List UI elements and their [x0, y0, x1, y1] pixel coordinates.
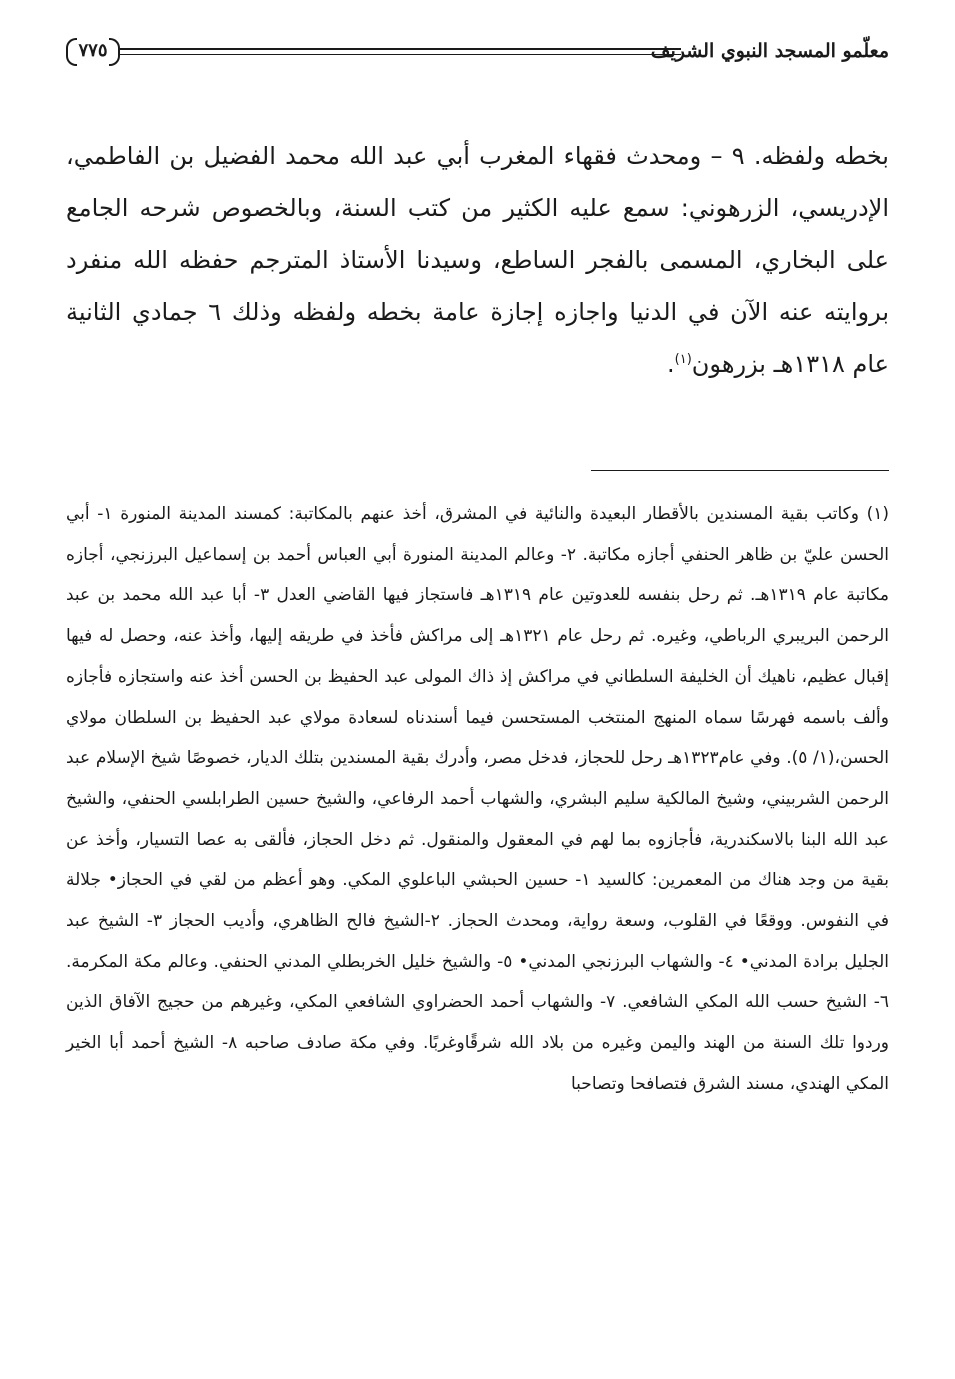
footnote-text: (١) وكاتب بقية المسندين بالأقطار البعيدة والنائية في المشرق، أخذ عنهم بالمكاتبة: كمسند المدينة المنورة ١- أبي الحسن عليّ بن ظاهر الحنفي أجازه مكاتبة. ٢- وعالم المدينة المنورة أبي العباس أحمد بن إسماعيل البرزنجي، أجازه مكاتبة عام ١٣١٩هـ. ثم رحل بنفسه للعدوتين عام ١٣١٩هـ فاستجاز فيها القاضي العدل ٣- أبا عبد الله محمد بن عبد الرحمن البريبري الرباطي، وغيره. ثم رحل عام ١٣٢١هـ إلى مراكش فأخذ في طريقه إليها، وأخذ عنه، وحصل له فيها إقبال عظيم، ناهيك أن الخليفة السلطاني في مراكش إذ ذاك المولى عبد الحفيظ بن الحسن أخذ عنه واستجازه فأجازه وألف باسمه فهرسًا سماه المنهج المنتخب المستحسن فيما أسندناه لسعادة مولاي عبد الحفيظ بن السلطان مولاي الحسن،(١/ ٥). وفي عام١٣٢٣هـ رحل للحجاز، فدخل مصر، وأدرك بقية المسندين بتلك الديار، خصوصًا شيخ الإسلام عبد الرحمن الشربيني، وشيخ المالكية سليم البشري، والشهاب أحمد الرفاعي، والشيخ حسين الطرابلسي الحنفي، والشيخ عبد الله البنا بالاسكندرية، فأجازوه بما لهم في المعقول والمنقول. ثم دخل الحجاز، فألقى به عصا التسيار، وأخذ عن بقية من وجد هناك من المعمرين: كالسيد ١- حسين الحبشي الباعلوي المكي. وهو أعظم من لقي في الحجاز• جلالة في النفوس. ووقعًا في القلوب، وسعة رواية، ومحدث الحجاز. ٢-الشيخ فالح الظاهري، وأديب الحجاز ٣- الشيخ عبد الجليل برادة المدني• ٤- والشهاب البرزنجي المدني• ٥- والشيخ خليل الخربطلي المدني الحنفي. وعالم مكة المكرمة. ٦- الشيخ حسب الله المكي الشافعي. ٧- والشهاب أحمد الحضراوي الشافعي المكي، وغيرهم من حجيج الآفاق الذين وردوا تلك السنة من الهند واليمن وغيره من بلاد الله شرقًاوغربًا. وفي مكة صادف صاحبه ٨- الشيخ أحمد أبا الخير المكي الهندي، مسند الشرق فتصافحا وتصاحبا: [66, 504, 890, 1094]
main-paragraph-text: بخطه ولفظه. ٩ – ومحدث فقهاء المغرب أبي عبد الله محمد الفضيل بن الفاطمي، الإدريسي، الزرهوني: سمع عليه الكثير من كتب السنة، وبالخصوص شرحه الجامع على البخاري، المسمى بالفجر الساطع، وسيدنا الأستاذ المترجم حفظه الله منفرد بروايته عنه الآن في الدنيا واجازه إجازة عامة بخطه ولفظه وذلك ٦ جمادي الثانية عام ١٣١٨هـ بزرهون: [66, 142, 889, 378]
page-number: ٧٧٥: [66, 36, 120, 66]
main-text: [66, 130, 889, 390]
page-header: [66, 36, 889, 78]
footnote-separator: [591, 470, 889, 471]
header-rule: [120, 48, 681, 55]
running-title: معلّمو المسجد النبوي الشريف: [650, 40, 889, 62]
footnote-block: [66, 494, 889, 1105]
paragraph-end: .: [667, 350, 675, 378]
main-paragraph: [66, 130, 889, 390]
footnote-reference[interactable]: (١): [674, 352, 692, 367]
